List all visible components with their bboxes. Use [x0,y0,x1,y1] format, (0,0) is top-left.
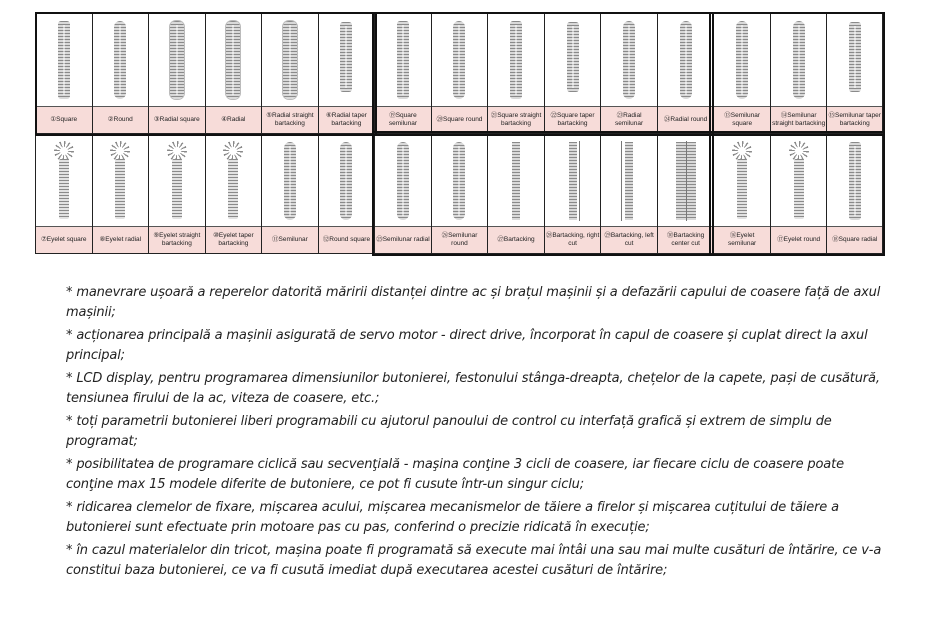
buttonhole-type-cell [374,12,431,133]
buttonhole-stitch-image [545,13,601,106]
buttonhole-type-cell [318,12,375,133]
buttonhole-type-cell [431,133,488,254]
cut-line-icon [686,141,687,221]
buttonhole-type-label: ⑭Semilunar straight bartacking [771,106,827,133]
buttonhole-stitch-image [432,13,488,106]
bartack-stitch-icon [512,142,520,220]
round-buttonhole-icon [284,142,296,220]
square-buttonhole-icon [849,142,861,220]
buttonhole-type-label: ⑤Radial straight bartacking [262,106,318,133]
buttonhole-type-label: ⑧Eyelet radial [93,226,149,253]
bartack-stitch-icon [569,142,577,220]
round-buttonhole-icon [453,21,465,99]
buttonhole-type-label: ㉓Radial semilunar [601,106,657,133]
cut-line-icon [621,141,622,221]
buttonhole-stitch-image [488,13,544,106]
buttonhole-type-label: ⑲Square semilunar [375,106,431,133]
buttonhole-type-label: ⑯Eyelet semilunar [714,226,770,253]
grid-row-2 [35,133,883,254]
buttonhole-type-cell [431,12,488,133]
round-buttonhole-icon [453,142,465,220]
square-buttonhole-icon [58,21,70,99]
buttonhole-stitch-image [319,134,375,227]
buttonhole-type-label: ㉔Radial round [658,106,714,133]
buttonhole-type-label: ㉑Square straight bartacking [488,106,544,133]
eyelet-buttonhole-icon [54,141,74,221]
eyelet-buttonhole-icon [223,141,243,221]
taper-buttonhole-icon [849,22,861,92]
buttonhole-type-label: ⑪Semilunar [262,226,318,253]
buttonhole-stitch-image [432,134,488,227]
buttonhole-type-cell [826,12,883,133]
round-buttonhole-icon [793,21,805,99]
buttonhole-type-label: ②Round [93,106,149,133]
buttonhole-stitch-image [149,13,205,106]
round-buttonhole-icon [680,21,692,99]
buttonhole-stitch-image [771,134,827,227]
radial-buttonhole-icon [226,21,240,99]
taper-buttonhole-icon [340,22,352,92]
buttonhole-type-label: ⑦Eyelet square [36,226,92,253]
buttonhole-type-cell [261,12,318,133]
cut-line-icon [579,141,580,221]
buttonhole-type-label: ㉒Square taper bartacking [545,106,601,133]
buttonhole-stitch-image [601,13,657,106]
buttonhole-type-cell [205,12,262,133]
buttonhole-type-cell [92,12,149,133]
buttonhole-type-label: ㉗Bartacking [488,226,544,253]
buttonhole-type-cell [148,133,205,254]
buttonhole-type-label: ㉘Bartacking, right cut [545,226,601,253]
buttonhole-stitch-image [206,134,262,227]
round-buttonhole-icon [340,142,352,220]
eyelet-buttonhole-icon [110,141,130,221]
buttonhole-stitch-image [658,13,714,106]
buttonhole-type-label: ⑫Round square [319,226,375,253]
eyelet-buttonhole-icon [732,141,752,221]
round-buttonhole-icon [623,21,635,99]
buttonhole-stitch-image [827,13,882,106]
buttonhole-type-label: ⑨Eyelet straight bartacking [149,226,205,253]
buttonhole-type-cell [544,12,601,133]
buttonhole-stitch-image [714,134,770,227]
buttonhole-type-label: ㉚Bartacking center cut [658,226,714,253]
buttonhole-stitch-image [319,13,375,106]
buttonhole-type-cell [826,133,883,254]
feature-list [66,283,886,584]
buttonhole-stitch-image [206,13,262,106]
buttonhole-type-cell [544,133,601,254]
feature-item: * acționarea principală a mașinii asigurată de servo motor - direct drive, încorporat în capul de coasere și cuplat direct la axul principal; [66,328,868,363]
buttonhole-type-label: ㉖Semilunar round [432,226,488,253]
buttonhole-type-cell [657,12,714,133]
buttonhole-type-label: ⑰Eyelet round [771,226,827,253]
feature-item: * ridicarea clemelor de fixare, mișcarea acului, mișcarea mecanismelor de tăiere a firelor și mișcarea cuțitului de tăiere a butonierei sunt efectuate prin motoare pas cu pas, conferind o precizie ridicată în execuție; [66,500,839,535]
buttonhole-type-cell [148,12,205,133]
buttonhole-type-label: ㉕Semilunar radial [375,226,431,253]
feature-item: * toți parametrii butonierei liberi programabili cu ajutorul panoului de control cu interfață grafică și extrem de simplu de programat; [66,414,832,449]
buttonhole-stitch-image [488,134,544,227]
buttonhole-type-cell [261,133,318,254]
feature-item: * LCD display, pentru programarea dimensiunilor butonierei, festonului stânga-dreapta, chețelor de la capete, pași de cusătură, tensiunea firului de la ac, viteza de coasere, etc.; [66,371,880,406]
buttonhole-stitch-image [149,134,205,227]
buttonhole-type-label: ④Radial [206,106,262,133]
feature-item: * manevrare ușoară a reperelor datorită măririi distanței dintre ac și brațul mașinii și a defazării capului de coasere față de axul mașinii; [66,285,881,320]
bartack-stitch-icon [625,142,633,220]
buttonhole-type-label: ③Radial square [149,106,205,133]
buttonhole-stitch-image [714,13,770,106]
taper-buttonhole-icon [567,22,579,92]
buttonhole-stitch-image [262,134,318,227]
square-buttonhole-icon [397,21,409,99]
buttonhole-stitch-image [771,13,827,106]
buttonhole-type-cell [487,133,544,254]
buttonhole-stitch-image [36,13,92,106]
buttonhole-type-cell [318,133,375,254]
square-buttonhole-icon [510,21,522,99]
radial-buttonhole-icon [170,21,184,99]
feature-item: * posibilitatea de programare ciclică sau secvenţială - maşina conţine 3 cicli de coasere, iar fiecare ciclu de coasere poate conţine max 15 modele diferite de butoniere, ce pot fi cusute într-un singur ciclu; [66,457,844,492]
buttonhole-type-label: ⑳Square round [432,106,488,133]
buttonhole-stitch-image [827,134,882,227]
buttonhole-type-cell [35,12,92,133]
buttonhole-type-label: ⑩Eyelet taper bartacking [206,226,262,253]
buttonhole-types-grid [35,12,883,254]
buttonhole-type-cell [770,133,827,254]
grid-row-1 [35,12,883,133]
buttonhole-type-cell [35,133,92,254]
eyelet-buttonhole-icon [167,141,187,221]
buttonhole-stitch-image [658,134,714,227]
radial-buttonhole-icon [283,21,297,99]
buttonhole-stitch-image [601,134,657,227]
buttonhole-stitch-image [262,13,318,106]
buttonhole-type-label: ㉙Bartacking, left cut [601,226,657,253]
feature-item: * în cazul materialelor din tricot, mașina poate fi programată să execute mai întâi una sau mai multe cusături de întărire, ce v-a constitui baza butonierei, ce va fi cusută imediat după executarea acestei cusături de întărire; [66,543,882,578]
buttonhole-type-cell [657,133,714,254]
buttonhole-type-cell [600,12,657,133]
buttonhole-type-label: ⑥Radial taper bartacking [319,106,375,133]
round-buttonhole-icon [397,142,409,220]
buttonhole-type-cell [205,133,262,254]
eyelet-buttonhole-icon [789,141,809,221]
buttonhole-stitch-image [545,134,601,227]
buttonhole-type-cell [770,12,827,133]
buttonhole-stitch-image [375,13,431,106]
buttonhole-type-cell [92,133,149,254]
round-buttonhole-icon [114,21,126,99]
buttonhole-type-label: ⑬Semilunar square [714,106,770,133]
buttonhole-stitch-image [93,13,149,106]
buttonhole-type-label: ⑱Square radial [827,226,882,253]
buttonhole-stitch-image [93,134,149,227]
buttonhole-type-cell [374,133,431,254]
buttonhole-type-cell [713,12,770,133]
round-buttonhole-icon [736,21,748,99]
buttonhole-type-cell [713,133,770,254]
buttonhole-stitch-image [36,134,92,227]
buttonhole-type-label: ⑮Semilunar taper bartacking [827,106,882,133]
buttonhole-type-cell [600,133,657,254]
buttonhole-stitch-image [375,134,431,227]
buttonhole-type-cell [487,12,544,133]
buttonhole-type-label: ①Square [36,106,92,133]
